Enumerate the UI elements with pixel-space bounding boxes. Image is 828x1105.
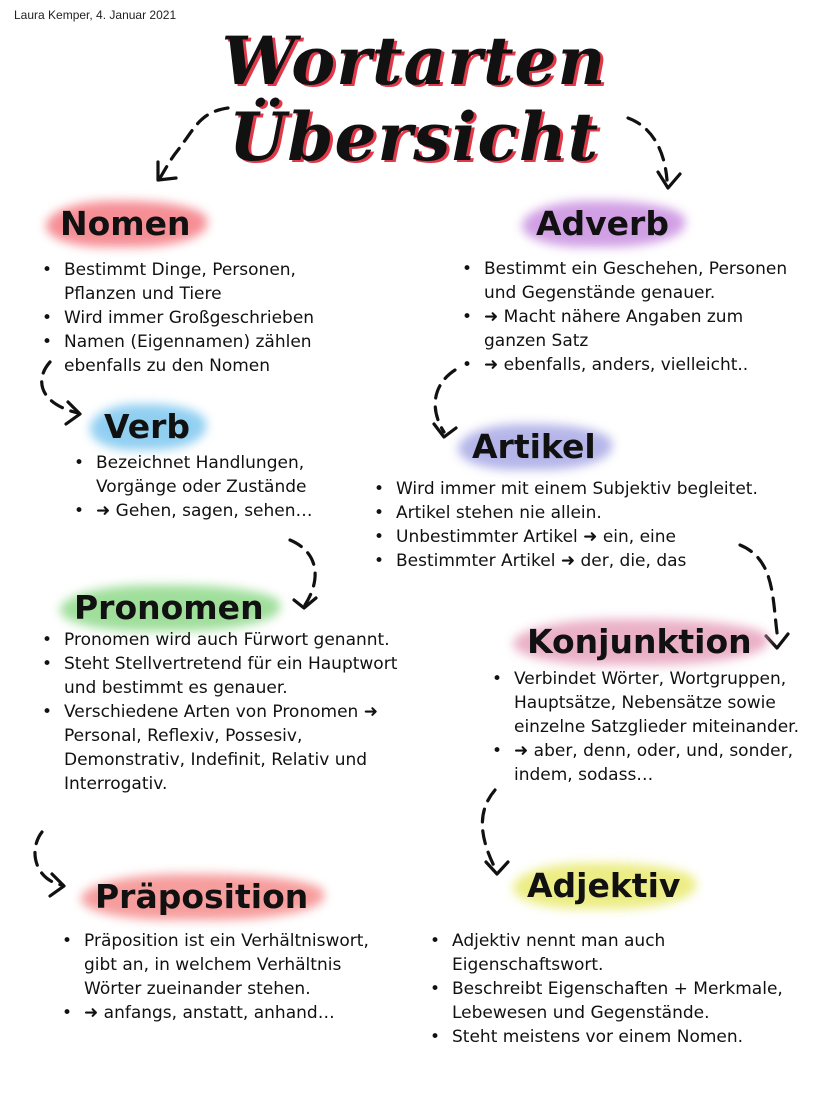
list-item: • Adjektiv nennt man auch Eigenschaftswort. — [428, 929, 803, 977]
arrowhead-artikel — [434, 424, 456, 437]
heading-pronomen: Pronomen — [74, 591, 264, 624]
heading-praeposition: Präposition — [95, 880, 308, 913]
heading-verb: Verb — [104, 410, 190, 443]
heading-artikel: Artikel — [472, 430, 596, 463]
arrow-konjunktion-to-adjektiv — [482, 790, 496, 870]
arrow-adverb-to-artikel — [435, 370, 455, 432]
list-item: • Bestimmter Artikel ➜ der, die, das — [372, 549, 767, 573]
arrowhead-adjektiv — [486, 862, 508, 874]
list-item: • Wird immer Großgeschrieben — [40, 306, 370, 330]
list-item: • Präposition ist ein Verhältniswort, gibt an, in welchem Verhältnis Wörter zueinander stehen. — [60, 929, 390, 1001]
list-item: • Unbestimmter Artikel ➜ ein, eine — [372, 525, 767, 549]
list-item: • Pronomen wird auch Fürwort genannt. — [40, 628, 425, 652]
list-artikel — [372, 477, 767, 573]
arrowhead-pronomen — [294, 598, 316, 608]
list-adverb — [460, 257, 805, 377]
list-item: • ➜ ebenfalls, anders, vielleicht.. — [460, 353, 805, 377]
list-item: • Bezeichnet Handlungen, Vorgänge oder Zustände — [72, 451, 347, 499]
list-adjektiv — [428, 929, 803, 1049]
heading-nomen: Nomen — [60, 207, 191, 240]
arrowhead-konjunktion — [766, 634, 788, 648]
list-item: • Steht Stellvertretend für ein Hauptwort und bestimmt es genauer. — [40, 652, 425, 700]
arrow-verb-to-pronomen — [290, 540, 315, 605]
list-item: • ➜ Macht nähere Angaben zum ganzen Satz — [460, 305, 805, 353]
list-item: • ➜ Gehen, sagen, sehen… — [72, 499, 347, 523]
arrowhead-verb — [66, 402, 80, 424]
list-item: • Verbindet Wörter, Wortgruppen, Hauptsätze, Nebensätze sowie einzelne Satzglieder miteinander. — [490, 667, 805, 739]
list-item: • Beschreibt Eigenschaften + Merkmale, Lebewesen und Gegenstände. — [428, 977, 803, 1025]
arrowhead-praeposition — [50, 874, 64, 896]
heading-adverb: Adverb — [536, 207, 669, 240]
author-date: Laura Kemper, 4. Januar 2021 — [14, 8, 177, 22]
list-item: • ➜ aber, denn, oder, und, sonder, indem, sodass… — [490, 739, 805, 787]
list-praeposition — [60, 929, 390, 1025]
list-item: • Verschiedene Arten von Pronomen ➜ Personal, Reflexiv, Possesiv, Demonstrativ, Indefinit, Relativ und Interrogativ. — [40, 700, 425, 796]
list-konjunktion — [490, 667, 805, 787]
list-item: • Steht meistens vor einem Nomen. — [428, 1025, 803, 1049]
list-item: • ➜ anfangs, anstatt, anhand… — [60, 1001, 390, 1025]
list-nomen — [40, 258, 370, 378]
title-line-2: Übersicht — [228, 98, 600, 176]
arrow-pronomen-to-praeposition — [35, 832, 62, 885]
heading-konjunktion: Konjunktion — [527, 625, 752, 658]
list-item: • Namen (Eigennamen) zählen ebenfalls zu den Nomen — [40, 330, 370, 378]
list-item: • Bestimmt ein Geschehen, Personen und Gegenstände genauer. — [460, 257, 805, 305]
list-item: • Artikel stehen nie allein. — [372, 501, 767, 525]
heading-adjektiv: Adjektiv — [527, 869, 680, 902]
list-pronomen — [40, 628, 425, 796]
title-line-1: Wortarten — [221, 22, 607, 100]
list-item: • Bestimmt Dinge, Personen, Pflanzen und Tiere — [40, 258, 370, 306]
arrowhead-adverb — [658, 172, 680, 188]
list-verb — [72, 451, 347, 523]
list-item: • Wird immer mit einem Subjektiv begleitet. — [372, 477, 767, 501]
